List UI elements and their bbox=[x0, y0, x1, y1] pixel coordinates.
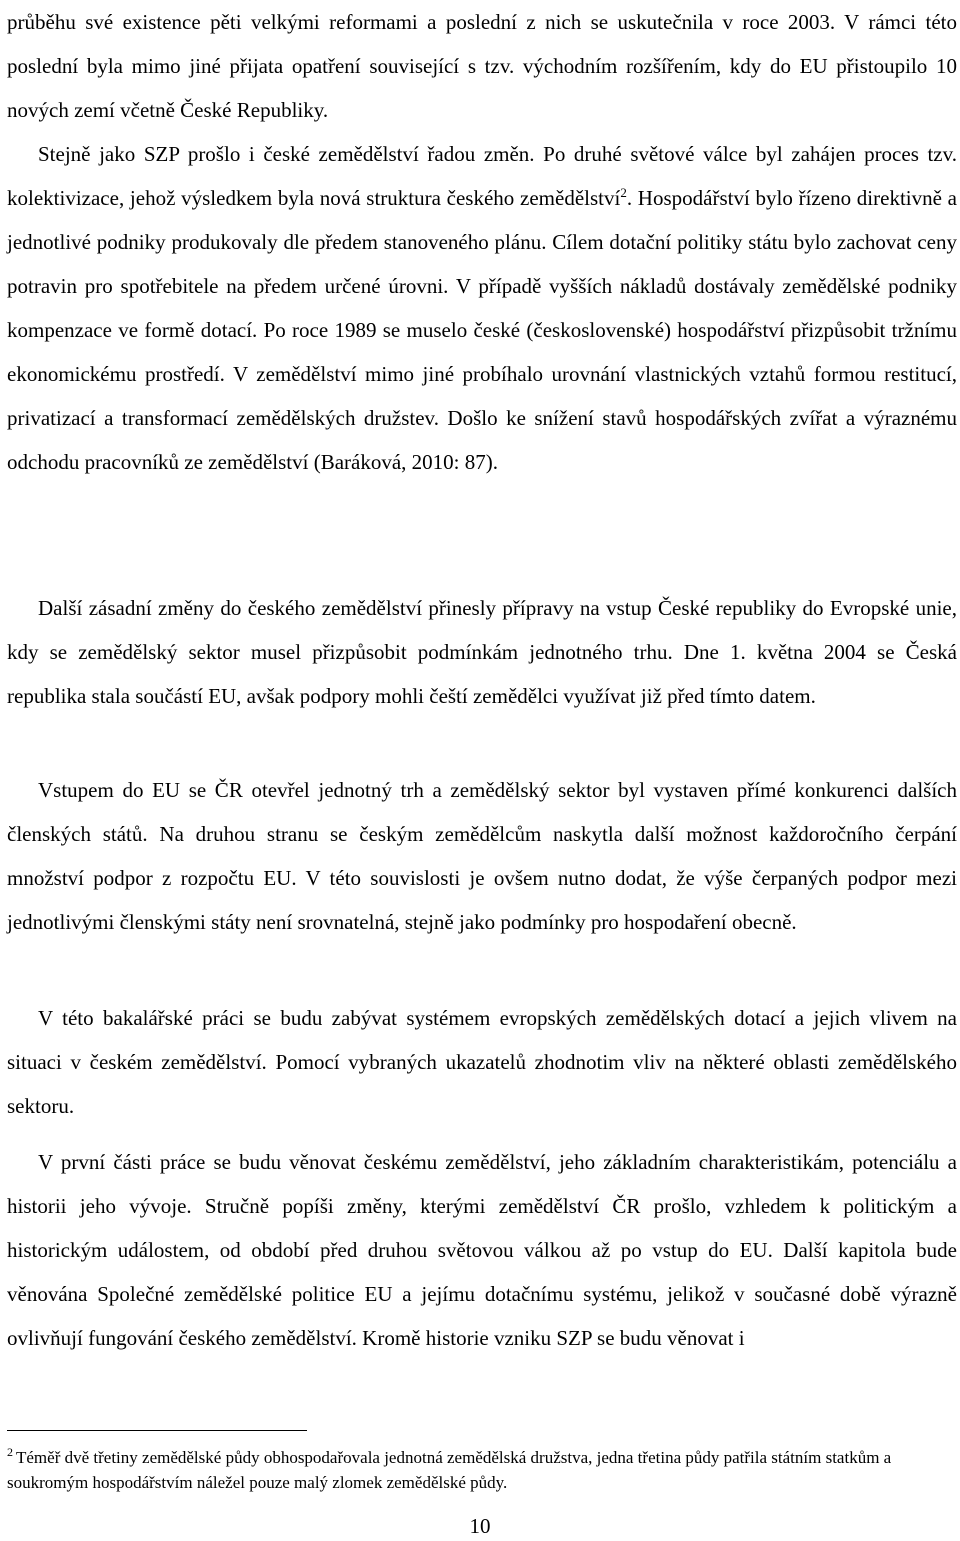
footnote-reference[interactable]: 2 bbox=[620, 185, 627, 200]
paragraph-1-part-a: průběhu své existence pěti velkými reformami a poslední z nich se uskutečnila v roce 2003. V rámci této poslední byla mimo jiné přijata opatření související s tzv. východním rozšířením, kdy do EU přistoupilo 10 nových zemí včetně České Republiky. bbox=[7, 10, 957, 122]
footnote-separator bbox=[7, 1430, 307, 1431]
paragraph-5: V první části práce se budu věnovat českému zemědělství, jeho základním charakteristikám, potenciálu a historii jeho vývoje. Stručně popíši změny, kterými zemědělství ČR prošlo, vzhledem k politickým a historickým událostem, od období před druhou světovou válkou až po vstup do EU. Další kapitola bude věnována Společné zemědělské politice EU a jejímu dotačnímu systému, jelikož v současné době výrazně ovlivňují fungování českého zemědělství. Kromě historie vzniku SZP se budu věnovat i bbox=[7, 1150, 957, 1350]
paragraph-1-part-b: Stejně jako SZP prošlo i české zemědělství řadou změn. Po druhé světové válce byl zahájen proces tzv. kolektivizace, jehož výsledkem byla nová struktura českého zemědělství bbox=[7, 142, 957, 210]
paragraph-1 bbox=[7, 0, 957, 484]
footnote-text: Téměř dvě třetiny zemědělské půdy obhospodařovala jednotná zemědělská družstva, jedna třetina půdy patřila státním statkům a soukromým hospodářstvím náležel pouze malý zlomek zemědělské půdy. bbox=[7, 1448, 892, 1492]
footnote-mark: 2 bbox=[7, 1445, 13, 1459]
paragraph-3: Vstupem do EU se ČR otevřel jednotný trh a zemědělský sektor byl vystaven přímé konkurenci dalších členských států. Na druhou stranu se českým zemědělcům naskytla další možnost každoročního čerpání množství podpor z rozpočtu EU. V této souvislosti je ovšem nutno dodat, že výše čerpaných podpor mezi jednotlivými členskými státy není srovnatelná, stejně jako podmínky pro hospodaření obecně. bbox=[7, 778, 957, 934]
footnote bbox=[7, 1440, 952, 1495]
paragraph-2: Další zásadní změny do českého zemědělství přinesly přípravy na vstup České republiky do Evropské unie, kdy se zemědělský sektor musel přizpůsobit podmínkám jednotného trhu. Dne 1. května 2004 se Česká republika stala součástí EU, avšak podpory mohli čeští zemědělci využívat již před tímto datem. bbox=[7, 596, 957, 708]
page-number: 10 bbox=[469, 1514, 491, 1538]
paragraph-1-part-c: . Hospodářství bylo řízeno direktivně a jednotlivé podniky produkovaly dle předem stanoveného plánu. Cílem dotační politiky státu bylo zachovat ceny potravin pro spotřebitele na předem určené úrovni. V případě vyšších nákladů dostávaly zemědělské podniky kompenzace ve formě dotací. Po roce 1989 se muselo české (československé) hospodářství přizpůsobit tržnímu ekonomickému prostředí. V zemědělství mimo jiné probíhalo urovnání vlastnických vztahů formou restitucí, privatizací a transformací zemědělských družstev. Došlo ke snížení stavů hospodářských zvířat a výraznému odchodu pracovníků ze zemědělství (Baráková, 2010: 87). bbox=[7, 186, 957, 474]
paragraph-4: V této bakalářské práci se budu zabývat systémem evropských zemědělských dotací a jejich vlivem na situaci v českém zemědělství. Pomocí vybraných ukazatelů zhodnotim vliv na některé oblasti zemědělského sektoru. bbox=[7, 1006, 957, 1118]
